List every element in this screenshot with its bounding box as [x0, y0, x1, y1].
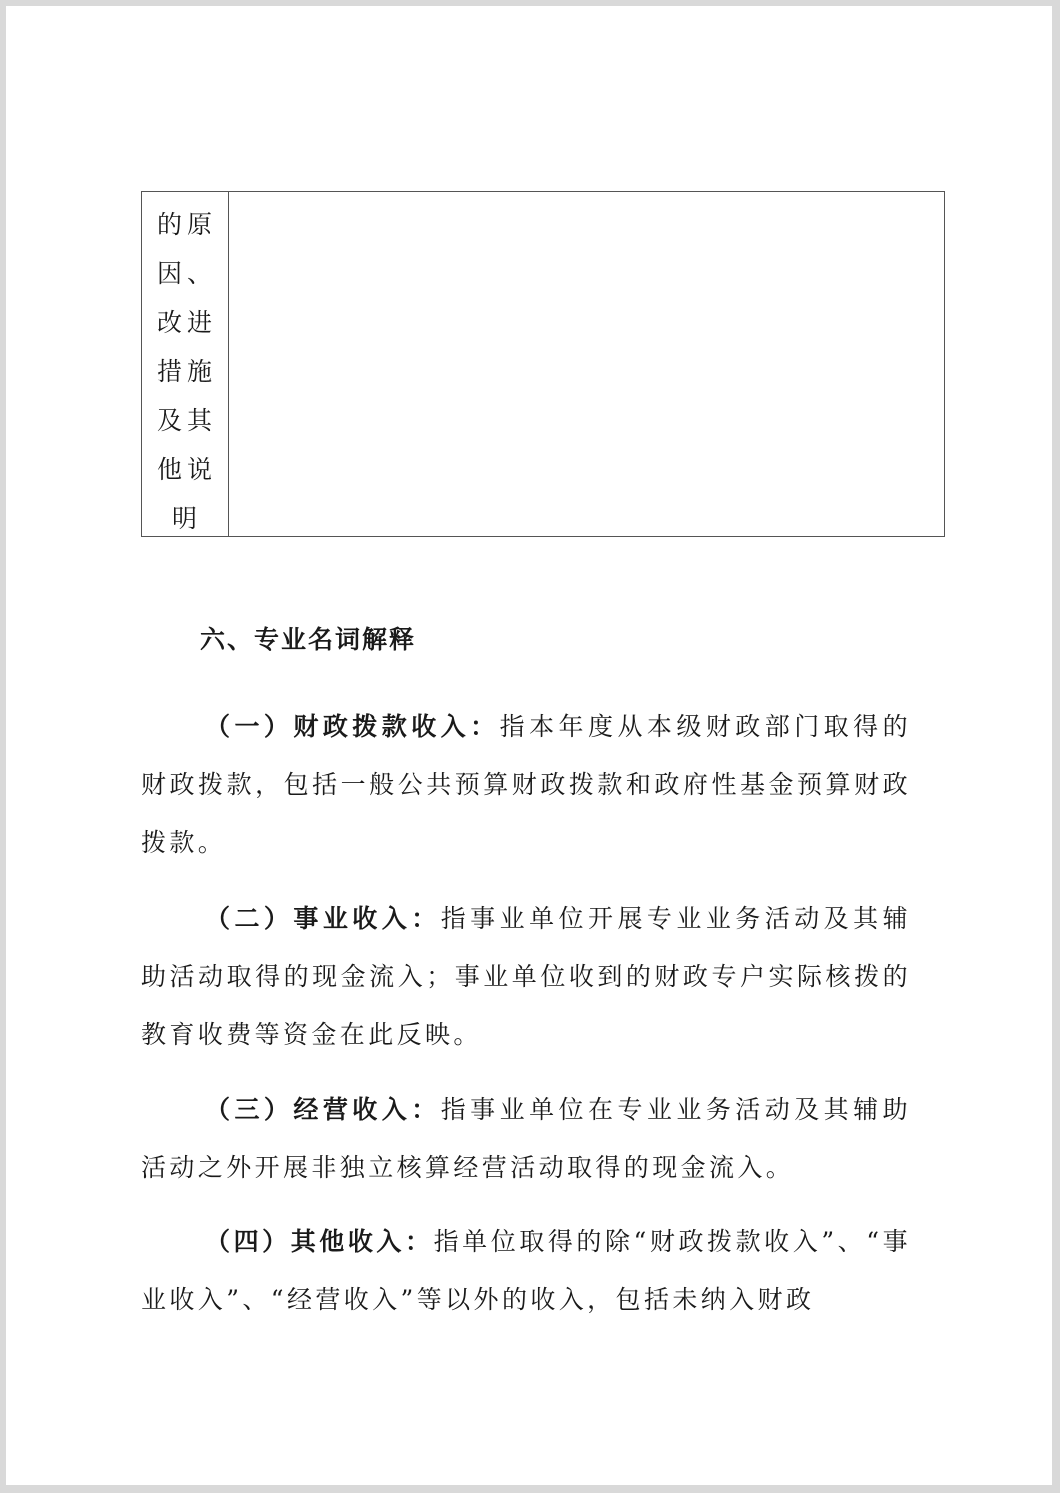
definition-paragraph [141, 1081, 911, 1197]
definition-text: 指事业单位在专业业务活动及其辅助活动之外开展非独立核算经营活动取得的现金流入。 [141, 1095, 911, 1182]
section-heading: 六、专业名词解释 [200, 625, 417, 654]
definition-term: （一）财政拨款收入： [205, 712, 500, 741]
document-page [6, 6, 1052, 1485]
definition-paragraph [141, 698, 911, 872]
definition-text: 指事业单位开展专业业务活动及其辅助活动取得的现金流入；事业单位收到的财政专户实际核拨的教育收费等资金在此反映。 [141, 904, 911, 1049]
definition-term: （四）其他收入： [205, 1227, 434, 1256]
table-label-line: 明 [171, 504, 202, 533]
table-label-line: 的原 [156, 210, 217, 239]
definition-term: （二）事业收入： [205, 904, 441, 933]
definition-term: （三）经营收入： [205, 1095, 441, 1124]
definition-paragraph [141, 890, 911, 1064]
explanation-table [141, 191, 945, 537]
table-content-cell [229, 192, 944, 536]
definition-text: 指本年度从本级财政部门取得的财政拨款，包括一般公共预算财政拨款和政府性基金预算财政拨款。 [141, 712, 911, 857]
table-label-line: 及其 [156, 406, 217, 435]
table-label-line: 措施 [156, 357, 217, 386]
table-label-line: 因、 [156, 259, 217, 288]
table-label-line: 他说 [156, 455, 217, 484]
definition-text: 指单位取得的除“财政拨款收入”、“事业收入”、“经营收入”等以外的收入，包括未纳入财政 [141, 1227, 911, 1314]
definition-paragraph [141, 1213, 911, 1329]
table-label-cell [142, 192, 229, 536]
table-label-line: 改进 [156, 308, 217, 337]
